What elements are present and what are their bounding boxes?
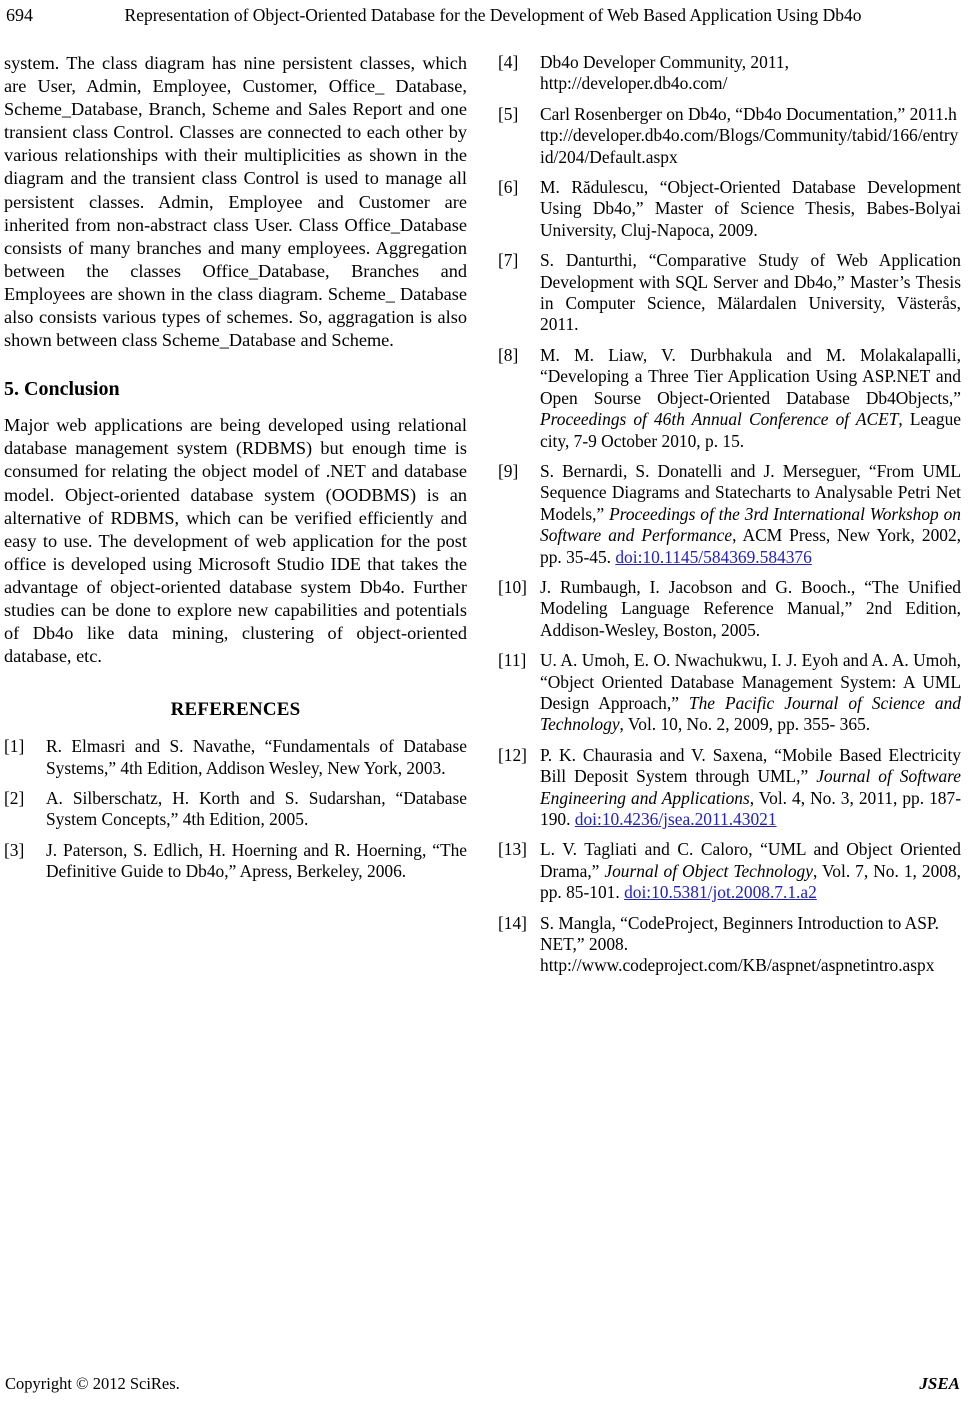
reference-number: [1] <box>4 736 25 757</box>
reference-number: [2] <box>4 788 25 809</box>
running-title: Representation of Object-Oriented Database for the Development of Web Based Application Using Db4o <box>124 5 862 25</box>
doi-link[interactable]: doi:10.4236/jsea.2011.43021 <box>574 809 777 829</box>
reference-text-run: S. Danturthi, “Comparative Study of Web Application Development with SQL Server and Db4o,” Master’s Thesis in Computer Science, Mälardalen University, Västerås, 2011. <box>540 250 961 335</box>
reference-number: [4] <box>498 52 519 72</box>
page-number: 694 <box>6 5 33 25</box>
reference-text <box>540 250 961 336</box>
reference-number: [8] <box>498 344 519 365</box>
reference-text-run: P. K. Chaurasia and V. Saxena, “Mobile Based Electricity Bill Deposit System through UML,” <box>540 744 961 787</box>
reference-url: http://developer.db4o.com/Blogs/Community/tabid/166/entryid/204/Default.aspx <box>540 103 959 167</box>
reference-text-run: , ACM Press, New York, 2002, pp. 35-45. <box>540 525 961 567</box>
conclusion-paragraph: Major web applications are being developed using relational database management system (RDBMS) but enough time is consumed for relating the object model of .NET and database model. Object-oriented database system (OODBMS) is an alternative of RDBMS, which can be verified efficiently and easy to use. The development of web application for the post office is developed using Microsoft Studio IDE that takes the advantage of object-oriented database system Db4o. Further studies can be done to explore new capabilities and potentials of Db4o like data mining, clustering of object-oriented database, etc. <box>4 415 467 667</box>
reference-source-title: Journal of Software Engineering and Applications <box>540 766 961 808</box>
continued-paragraph: system. The class diagram has nine persistent classes, which are User, Admin, Employee, Customer, Office_ Database, Scheme_Database, Branch, Scheme and Sales Report and one transient class Control. Classes are connected to each other by various relationships with their multiplicities as shown in the diagram and the transient class Control is used to manage all persistent classes. Admin, Employee and Customer are inherited from non-abstract class User. Class Office_Database consists of many branches and many employees. Aggregation between the classes Office_Database, Branches and Employees are shown in the class diagram. Scheme_ Database also consists various types of schemes. So, aggragation is also shown between class Scheme_Database and Scheme. <box>4 53 467 351</box>
reference-text-run: , Vol. 7, No. 1, 2008, pp. 85-101. <box>540 860 961 903</box>
reference-text-run: , Vol. 4, No. 3, 2011, pp. 187-190. <box>540 787 961 829</box>
reference-text-run: S. Mangla, “CodeProject, Beginners Introduction to ASP. NET,” 2008. <box>540 912 939 955</box>
reference-number: [6] <box>498 177 519 198</box>
reference-text <box>540 52 961 95</box>
reference-number: [12] <box>498 744 527 765</box>
reference-item <box>4 736 467 779</box>
reference-item <box>498 745 961 831</box>
reference-number: [10] <box>498 576 527 597</box>
reference-number: [14] <box>498 912 527 933</box>
reference-item <box>498 52 961 95</box>
reference-number: [11] <box>498 650 527 671</box>
references-heading: REFERENCES <box>170 699 301 721</box>
reference-text-run: Carl Rosenberger on Db4o, “Db4o Documentation,” 2011. <box>540 103 949 124</box>
reference-item <box>498 177 961 241</box>
reference-text-run: R. Elmasri and S. Navathe, “Fundamentals of Database Systems,” 4th Edition, Addison Wesley, New York, 2003. <box>46 736 467 778</box>
reference-item <box>498 104 961 168</box>
doi-link[interactable]: doi:10.1145/584369.584376 <box>615 546 812 567</box>
reference-url: http://www.codeproject.com/KB/aspnet/aspnetintro.aspx <box>540 955 935 976</box>
reference-source-title: Proceedings of 46th Annual Conference of ACET <box>540 409 899 430</box>
page-columns <box>0 52 968 1332</box>
reference-text-run: L. V. Tagliati and C. Caloro, “UML and Object Oriented Drama,” <box>540 839 961 881</box>
reference-text <box>540 913 961 977</box>
section-heading-conclusion: 5. Conclusion <box>4 378 120 401</box>
reference-text-run: S. Bernardi, S. Donatelli and J. Merseguer, “From UML Sequence Diagrams and Statecharts to Analysable Petri Net Models,” <box>540 460 961 524</box>
reference-text <box>540 577 961 641</box>
journal-abbreviation: JSEA <box>919 1374 960 1393</box>
reference-item <box>498 461 961 568</box>
reference-text <box>46 736 467 779</box>
reference-item <box>498 250 961 336</box>
reference-item <box>4 788 467 831</box>
reference-source-title: Proceedings of the 3rd International Workshop on Software and Performance <box>540 503 961 546</box>
reference-text <box>540 650 961 736</box>
page-footer <box>0 1372 968 1396</box>
reference-text <box>540 104 961 168</box>
reference-list-left <box>4 736 467 882</box>
doi-link[interactable]: doi:10.5381/jot.2008.7.1.a2 <box>624 882 817 903</box>
reference-text-run: Db4o Developer Community, 2011, <box>540 52 789 72</box>
copyright-notice: Copyright © 2012 SciRes. <box>5 1374 180 1393</box>
reference-item <box>498 839 961 903</box>
reference-text <box>46 840 467 883</box>
reference-text-run: M. Rădulescu, “Object-Oriented Database Development Using Db4o,” Master of Science Thesis, Babes-Bolyai University, Cluj-Napoca, 2009. <box>540 177 961 240</box>
reference-text <box>540 839 961 903</box>
reference-text-run: , Vol. 10, No. 2, 2009, pp. 355- 365. <box>619 714 871 735</box>
reference-number: [9] <box>498 460 519 481</box>
reference-text-run: J. Rumbaugh, I. Jacobson and G. Booch., “The Unified Modeling Language Reference Manual,” 2nd Edition, Addison-Wesley, Boston, 2005. <box>540 576 961 640</box>
reference-item <box>498 577 961 641</box>
reference-source-title: The Pacific Journal of Science and Technology <box>540 692 961 735</box>
reference-text <box>46 788 467 831</box>
reference-list-right <box>498 52 961 977</box>
reference-url: http://developer.db4o.com/ <box>540 73 728 94</box>
reference-text <box>540 745 961 831</box>
reference-number: [13] <box>498 839 527 860</box>
left-column <box>4 52 467 892</box>
reference-text <box>540 177 961 241</box>
reference-item <box>498 345 961 452</box>
reference-item <box>4 840 467 883</box>
reference-text-run: U. A. Umoh, E. O. Nwachukwu, I. J. Eyoh and A. A. Umoh, “Object Oriented Database Management System: A UML Design Approach,” <box>540 650 961 713</box>
running-head <box>0 0 968 30</box>
reference-text-run: , League city, 7-9 October 2010, p. 15. <box>540 409 961 451</box>
reference-number: [3] <box>4 839 25 860</box>
reference-item <box>498 913 961 977</box>
reference-text <box>540 461 961 568</box>
reference-text <box>540 345 961 452</box>
right-column <box>498 52 961 986</box>
reference-number: [5] <box>498 103 519 124</box>
reference-text-run: A. Silberschatz, H. Korth and S. Sudarshan, “Database System Concepts,” 4th Edition, 2005. <box>46 788 467 830</box>
reference-text-run: M. M. Liaw, V. Durbhakula and M. Molakalapalli, “Developing a Three Tier Application Using ASP.NET and Open Sourse Object-Oriented Database Db4Objects,” <box>540 344 961 408</box>
reference-item <box>498 650 961 736</box>
reference-source-title: Journal of Object Technology <box>604 860 813 881</box>
reference-number: [7] <box>498 250 519 271</box>
reference-text-run: J. Paterson, S. Edlich, H. Hoerning and R. Hoerning, “The Definitive Guide to Db4o,” Apress, Berkeley, 2006. <box>46 839 467 882</box>
